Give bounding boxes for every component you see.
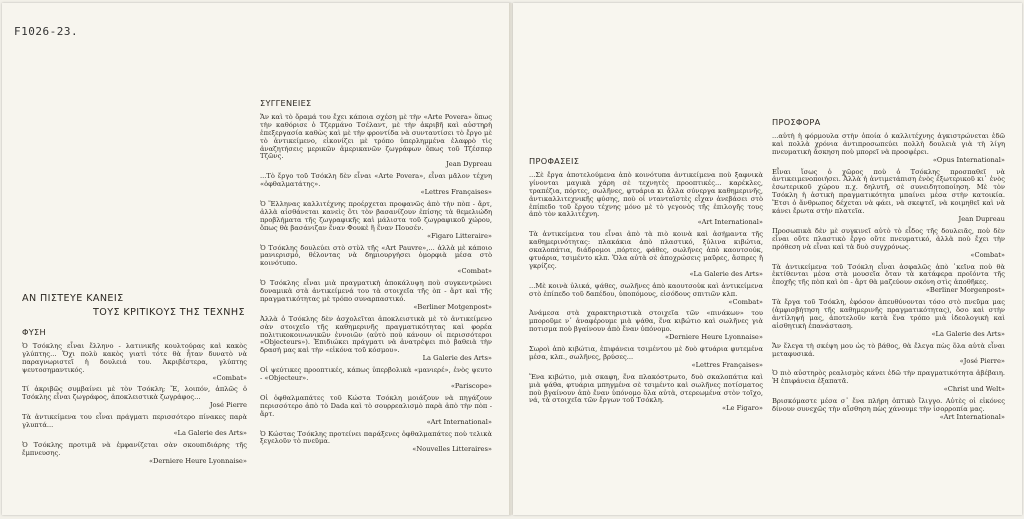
profaseis-paragraphs [529,172,763,413]
quote-paragraph [529,374,763,414]
quote-text: ...Σὲ ἔργα ἀποτελούμενα ἀπὸ κοινότυπα ἀντικείμενα ποὺ ξαφνικὰ γίνονται μαγικὰ χάρη σὲ τεχνητὲς προοπτικές... καρέκλες, τραπέζια, πόρτες, σωλῆνες, φτυάρια κι ἄλλα σύνεργα καθημερινῆς, ἀντικαλλιτεχνικῆς φύσης, ποὺ οἱ ντανταϊστὲς εἶχαν ἀνεβάσει στὸ ἐπίπεδο τοῦ ἔργου τέχνης μόνο μὲ τὸ γεγονὸς τῆς ἐπιλογῆς τους ἀπὸ τὸν καλλιτέχνη. [529,170,763,219]
quote-source: Jean Dypreau [446,160,492,169]
quote-paragraph [22,442,247,466]
quote-paragraph [772,228,1005,260]
quote-text: ...αὐτὴ ἡ φόρμουλα στὴν ὁποία ὁ καλλιτέχνης ἀγκιστρώνεται ἐδῶ καὶ πολλὰ χρόνια ἀντιπροσωπεύει πολλὴ δουλειὰ γιὰ τὴ λίγη πνευματικὴ ἄσκηση ποὺ μπορεῖ νὰ προσφέρει. [772,131,1005,156]
quote-source: «La Galerie des Arts» [931,329,1005,338]
quote-paragraph [260,173,492,197]
quote-paragraph [260,367,492,391]
quote-paragraph [529,172,763,227]
quote-paragraph [772,264,1005,296]
quote-text: Οἱ ὀφθαλμαπάτες τοῦ Κώστα Τσόκλη μοιάζουν νὰ πηγάζουν περισσότερο ἀπὸ τὸ Dada καὶ τὸ σουρρεαλισμὸ παρὰ ἀπὸ τὴν πὸπ - ἄρτ. [260,393,492,418]
quote-source: «Pariscope» [450,382,492,390]
title-line-2: ΤΟΥΣ ΚΡΙΤΙΚΟΥΣ ΤΗΣ ΤΕΧΝΗΣ [93,306,245,318]
quote-paragraph [260,280,492,312]
quote-paragraph [772,398,1005,422]
quote-source: «Art International» [697,218,763,227]
quote-paragraph [22,343,247,383]
quote-source: «Berliner Motgenpost» [413,302,492,311]
quote-source: La Galerie des Arts» [422,354,492,363]
quote-text: Προσωπικὰ δὲν μὲ συγκινεῖ αὐτὸ τὸ εἶδος τῆς δουλειᾶς, ποὺ δὲν εἶναι οὔτε πλαστικὸ ἔργο οὔτε πνευματικό, ἀλλὰ ποὺ ἔχει τὴν πρόθεση νὰ εἶναι καὶ τὰ δυὸ συγχρόνως. [772,226,1005,251]
quote-source: «Lettres Françaises» [691,360,763,369]
quote-paragraph [529,346,763,370]
quote-source: «Art International» [939,412,1005,421]
section-prosfora [772,119,1005,426]
section-physi [22,329,247,470]
quote-text: Τί ἀκριβῶς συμβαίνει μὲ τὸν Τσόκλη; Ἔ, λοιπόν, ἁπλῶς ὁ Τσόκλης εἶναι ζωγράφος, ἀποκλειστικὰ ζωγράφος... [22,385,247,402]
section-profaseis [529,158,763,417]
heading-physi: ΦΥΣΗ [22,327,46,337]
quote-paragraph [529,310,763,342]
prosfora-paragraphs [772,133,1005,422]
syggeneies-paragraphs [260,114,492,454]
quote-text: Ὁ Τσόκλης εἶναι μιὰ πραγματικὴ ἀποκάλυψη ποὺ συγκεντρώνει δυναμικὰ στὰ ἀντικείμενά του τὰ στοιχεῖα τῆς ὸπ - ἄρτ καὶ τῆς πραγματικότητας μὲ τρόπο συναρπαστικό. [260,279,492,303]
quote-paragraph [772,133,1005,165]
quote-source: «Combat» [457,267,492,276]
quote-text: Τὰ ἔργα τοῦ Τσόκλη, ἐφόσον ἀπευθύνονται τόσο στὸ πνεῦμα μας (ἀμφισβήτηση τῆς καθημερινῆς πραγματικότητας), ὅσο καὶ στὴν ἀντίληψή μας, ἀποτελοῦν κατὰ ἕνα τρόπο μιὰ ἰδεολογικὴ καὶ αἰσθητικὴ ἐπανάσταση. [772,298,1005,330]
quote-paragraph [22,386,247,410]
quote-paragraph [772,370,1005,394]
quote-text: Ἀλλὰ ὁ Τσόκλης δὲν ἀσχολεῖται ἀποκλειστικὰ μὲ τὸ ἀντικείμενο σὰν στοιχεῖο τῆς καθημερινῆς πραγματικότητας καὶ φορέα πολιτικοκοινωνικῶν ἐννοιῶν (αὐτὸ ποὺ κάνουν οἱ περισσότεροι «Objecteurs»). Ἐπιδιώκει πράγματι νὰ ἀνατρέψει πιὸ βαθειὰ τὴν δρασή μας καὶ τὴν «εἰκόνα τοῦ κόσμου». [260,314,492,355]
quote-paragraph [260,395,492,427]
quote-text: ...Μὲ κοινὰ ὑλικά, ψάθες, σωλῆνες ἀπὸ καουτσοὺκ καὶ ἀντικείμενα στὸ ἐπίπεδο τοῦ δαπέδου, ὑποπόμους, εἰσόδους σπιτιῶν κλπ. [529,281,763,298]
quote-source: «Combat» [212,373,247,382]
quote-text: Ἄν ἔλεγα τὴ σκέψη μου ὡς τὸ βάθος, θὰ ἔλεγα πὼς ὅλα αὐτὰ εἶναι μεταφυσικά. [772,341,1005,358]
quote-source: «Art International» [426,417,492,426]
quote-text: Ὁ Κώστας Τσόκλης προτείνει παράξενες ὀφθαλμαπάτες ποὺ τελικὰ ξεγελοῦν τὸ πνεῦμα. [260,429,492,446]
right-page [513,3,1022,515]
quote-source: «Nouvelles Litteraires» [412,445,492,454]
quote-text: Τὰ ἀντικείμενα του εἶναι ἀπὸ τὰ πιὸ κοινὰ καὶ ἀσήμαντα τῆς καθημερινότητας: πλακάκια ἀπὸ πλαστικό, ξύλινα κιβώτια, σκαλοπάτια, διάδρομοι ,πόρτες, φάθες, σωλῆνες ἀπὸ καουτσούκ, φτυάρια, τσιμέντο κλπ. Ὅλα αὐτὰ σὲ ἀποχρώσεις μαῦρες, ἄσπρες ἢ γκρίζες. [529,230,763,270]
heading-syggeneies: ΣΥΓΓΕΝΕΙΕΣ [260,98,312,108]
quote-source: «Christ und Welt» [943,385,1005,394]
quote-text: Οἱ ψεύτικες προοπτικές, κάπως ὑπερβολικὰ «μανιερέ», ἐνὸς ψευτο - «Objecteur». [260,366,492,383]
title-block [22,295,247,325]
quote-source: «Derniere Heure Lyonnaise» [148,456,247,465]
quote-text: Σωροὶ ἀπὸ κιβώτια, ἐπιφάνεια τσιμέντου μὲ δυὸ φτυάρια φυτεμένα μέσα, κλπ., σωλῆνες, βρύσες... [529,345,763,361]
quote-paragraph [529,231,763,278]
quote-source: «Opus International» [932,155,1005,164]
quote-text: Εἶναι ἴσως ὁ χῶρος ποὺ ὁ Τσόκλης προσπαθεῖ νὰ ἀντικειμενοποιήσει. Ἀλλὰ ἡ ἀντιμετάπιση ἐνὸς ἐξωτερικοῦ κι᾿ ἐνὸς ἐσωτερικοῦ χώρου π.χ. δηλυτῆ, σὲ συνειδητοποίηση. Μὲ τὸν Τσόκλη ἡ ἀστικὴ πραγματικότητα μπαίνει μέσα στὴν κατοικία. Ἔτσι ὁ ἄνθρωπος δέχεται νὰ φάει, νὰ σκεφτεῖ, νὰ κοιμηθεῖ καὶ νὰ κάνει ἔρωτα στὴν πλατεῖα. [772,167,1005,216]
quote-source: «La Galerie des Arts» [689,269,763,278]
quote-paragraph [772,343,1005,367]
heading-prosfora: ΠΡΟΣΦΟΡΑ [772,117,821,127]
quote-text: Ὁ Τσόκλης προτιμᾶ νὰ ἐμφανίζεται σὰν σκουπιδιάρης τῆς ἔμπνευσης. [22,440,247,457]
section-syggeneies [260,100,492,458]
quote-paragraph [529,283,763,307]
quote-paragraph [260,316,492,363]
quote-paragraph [260,114,492,169]
quote-paragraph [772,169,1005,224]
quote-source: «Figaro Litteraire» [427,231,492,240]
quote-text: Ὁ Τσόκλης δουλεύει στὸ στὺλ τῆς «Art Pauvre»,... ἀλλὰ μὲ κάποιο μανιερισμό, θέλοντας νὰ δημιουργήσει ὁμορφιὰ μέσα στὸ κοινότυπο. [260,243,492,268]
quote-text: Τὰ ἀντικείμενα του εἶναι πράγματι περισσότερο πίνακες παρὰ γλυπτά... [22,413,247,430]
handwritten-reference: F1026-23. [14,25,79,38]
quote-paragraph [22,414,247,438]
quote-source: «José Pierre» [959,357,1005,366]
quote-text: Ὁ πιὸ αὐστηρὸς ρεαλισμὸς κάνει ἐδῶ τὴν πραγματικότητα ἀβέβαιη. Ἡ ἐπιφάνεια ἐξαπατᾶ. [772,369,1005,386]
quote-text: Ἀνάμεσα στὰ χαρακτηριστικὰ στοιχεῖα τῶν «πινάκων» του μποροῦμε ν᾿ ἀναφέρουμε μιὰ ψάθα, ἕνα κιβώτιο καὶ σωλῆνες γιὰ ποτισμα ποὺ βγαίνουν ἀπὸ ἕναν ὑπόνομο. [529,309,763,334]
quote-source: Jean Dupreau [958,214,1005,223]
quote-source: «Lettres Françaises» [420,188,492,197]
quote-text: Ὁ Ἕλληνας καλλιτέχνης προέρχεται προφανῶς ἀπὸ τὴν πὸπ - ἄρτ, ἀλλὰ αἰσθάνεται κανεὶς ὅτι τὸν βασανίζουν ἐπίσης τὰ θεμελιώδη προβλήματα τῆς ζωγραφικῆς καὶ μάλιστα τοῦ ζωγραφικοῦ χώρου, ὅπως θὰ βασάνιζαν ἕναν Φουκὲ ἢ ἕναν Πουσέν. [260,199,492,232]
quote-paragraph [260,431,492,455]
quote-text: Ἄν καὶ τὸ ὄραμά του ἔχει κάποια σχέση μὲ τὴν «Arte Povera» ὅπως τὴν καθόρισε ὁ Τζερμάνο Τσέλαντ, μὲ τὴν ἀκριβῆ καὶ αὐστηρὴ ἐπεξεργασία καθὼς καὶ μὲ τὴν φροντίδα νὰ συνταυτίσει τὸ ἔργο μὲ τὸ ἀντικείμενο, εἰκονίζει μὲ τρόπο ὑπερλημμένα ἐλαφρὸ τὶς ἀναζητήσεις μερικῶν ἀμερικανῶν ζωγράφων ὅπως τοῦ Τζέσπερ Τζῶνς. [260,112,492,161]
heading-profaseis: ΠΡΟΦΑΣΕΙΣ [529,156,580,166]
quote-source: «Berliner Morgenpost» [925,286,1005,295]
quote-paragraph [260,201,492,241]
quote-source: «Combat» [970,250,1005,259]
quote-source: José Pierre [209,401,247,410]
quote-source: «Combat» [728,297,763,306]
quote-text: ...Τὸ ἔργο τοῦ Τσόκλη δὲν εἶναι «Arte Povera», εἶναι μᾶλον τέχνη «ὀφθαλματάτης». [260,172,492,189]
quote-paragraph [772,299,1005,339]
quote-text: Βρισκόμαστε μέσα σ᾿ ἕνα πλήρη ὀπτικὸ ἴλιγγο. Αὐτὲς οἱ εἰκόνες δίνουν συνεχῶς τὴν αἴσθηση πὼς χάνουμε τὴν ἰσορροπία μας. [772,397,1005,413]
quote-source: «Derniere Heure Lyonnaise» [664,333,763,342]
quote-source: «La Galerie des Arts» [173,428,247,437]
title-line-1: ΑΝ ΠΙΣΤΕΥΕ ΚΑΝΕΙΣ [22,293,124,304]
physi-paragraphs [22,343,247,466]
quote-text: Ὁ Τσόκλης εἶναι ἔλληνο - λατινικῆς κουλτούρας καὶ κακὸς γλύπτης... Ὄχι πολὺ κακὸς γιατὶ τότε θὰ ἦταν δυνατὸ νὰ παραγνωριστεῖ ἡ δουλειά του. Ἀκριβέστερα, γλύπτης ψευτοσημαντικός. [22,341,247,374]
quote-paragraph [260,245,492,277]
left-page [2,3,511,515]
quote-text: Τὰ ἀντικείμενα τοῦ Τσόκλη εἶναι ἀσφαλῶς ἀπὸ ᾿κεῖνα ποὺ θὰ ἐκτίθενται μέσα στὰ μουσεῖα ὅταν τὰ κατάφερα προϊόντα τῆς ἐποχῆς τῆς πὸπ καὶ ὸπ - ἄρτ θὰ μαζεύουν σκόνη στὶς ἀποθῆκες. [772,262,1005,287]
quote-text: Ἕνα κιβώτιο, μιὰ σκαφη, ἕνα πλακόστρωτο, δυὸ σκαλοπάτια καὶ μιὰ ψάθα, φτυάρια μπηγμένα σὲ τσιμέντο καὶ σωλῆνες ποτίσματος ποὺ βγαίνουν ἀπὸ ἕναν ὑπόνομο ὅλα αὐτὰ, στερεωμένα στὸν τοῖχο, νά, τὰ στοιχεῖα τῶν ἔργων τοῦ Τσόκλη. [529,372,763,405]
quote-source: «Le Figaro» [722,404,763,413]
